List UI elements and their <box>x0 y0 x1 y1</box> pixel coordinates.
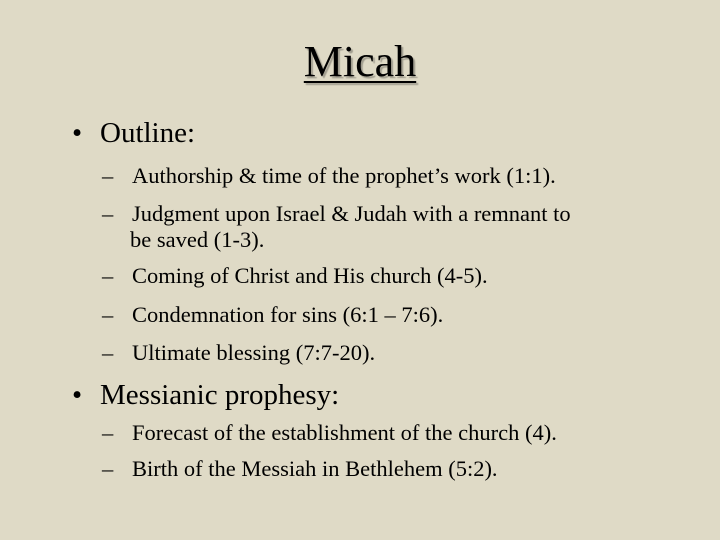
list-item <box>102 456 498 482</box>
section-heading-outline <box>72 116 195 150</box>
list-item-text: Judgment upon Israel & Judah with a remnant to <box>132 201 571 226</box>
bullet-icon: • <box>72 379 83 411</box>
dash-icon: – <box>102 456 114 481</box>
list-item-text: Coming of Christ and His church (4-5). <box>132 263 488 288</box>
list-item-text: Birth of the Messiah in Bethlehem (5:2). <box>132 456 498 481</box>
bullet-icon: • <box>72 117 83 149</box>
section-heading-text: Messianic prophesy: <box>100 379 340 411</box>
list-item <box>102 263 488 289</box>
dash-icon: – <box>102 340 114 365</box>
list-item-text: Forecast of the establishment of the church (4). <box>132 420 557 445</box>
list-item-continuation: be saved (1-3). <box>130 227 265 252</box>
section-heading-text: Outline: <box>100 117 196 149</box>
dash-icon: – <box>102 302 114 327</box>
dash-icon: – <box>102 163 114 188</box>
dash-icon: – <box>102 420 114 445</box>
list-item <box>102 201 571 253</box>
list-item <box>102 420 557 446</box>
list-item-text: Authorship & time of the prophet’s work (1:1). <box>132 163 556 188</box>
dash-icon: – <box>102 201 114 226</box>
list-item-text: Ultimate blessing (7:7-20). <box>132 340 376 365</box>
list-item <box>102 163 556 189</box>
slide-title: Micah <box>303 37 417 86</box>
list-item-text: Condemnation for sins (6:1 – 7:6). <box>132 302 444 327</box>
list-item <box>102 302 443 328</box>
list-item <box>102 340 375 366</box>
section-heading-messianic <box>72 378 339 412</box>
dash-icon: – <box>102 263 114 288</box>
